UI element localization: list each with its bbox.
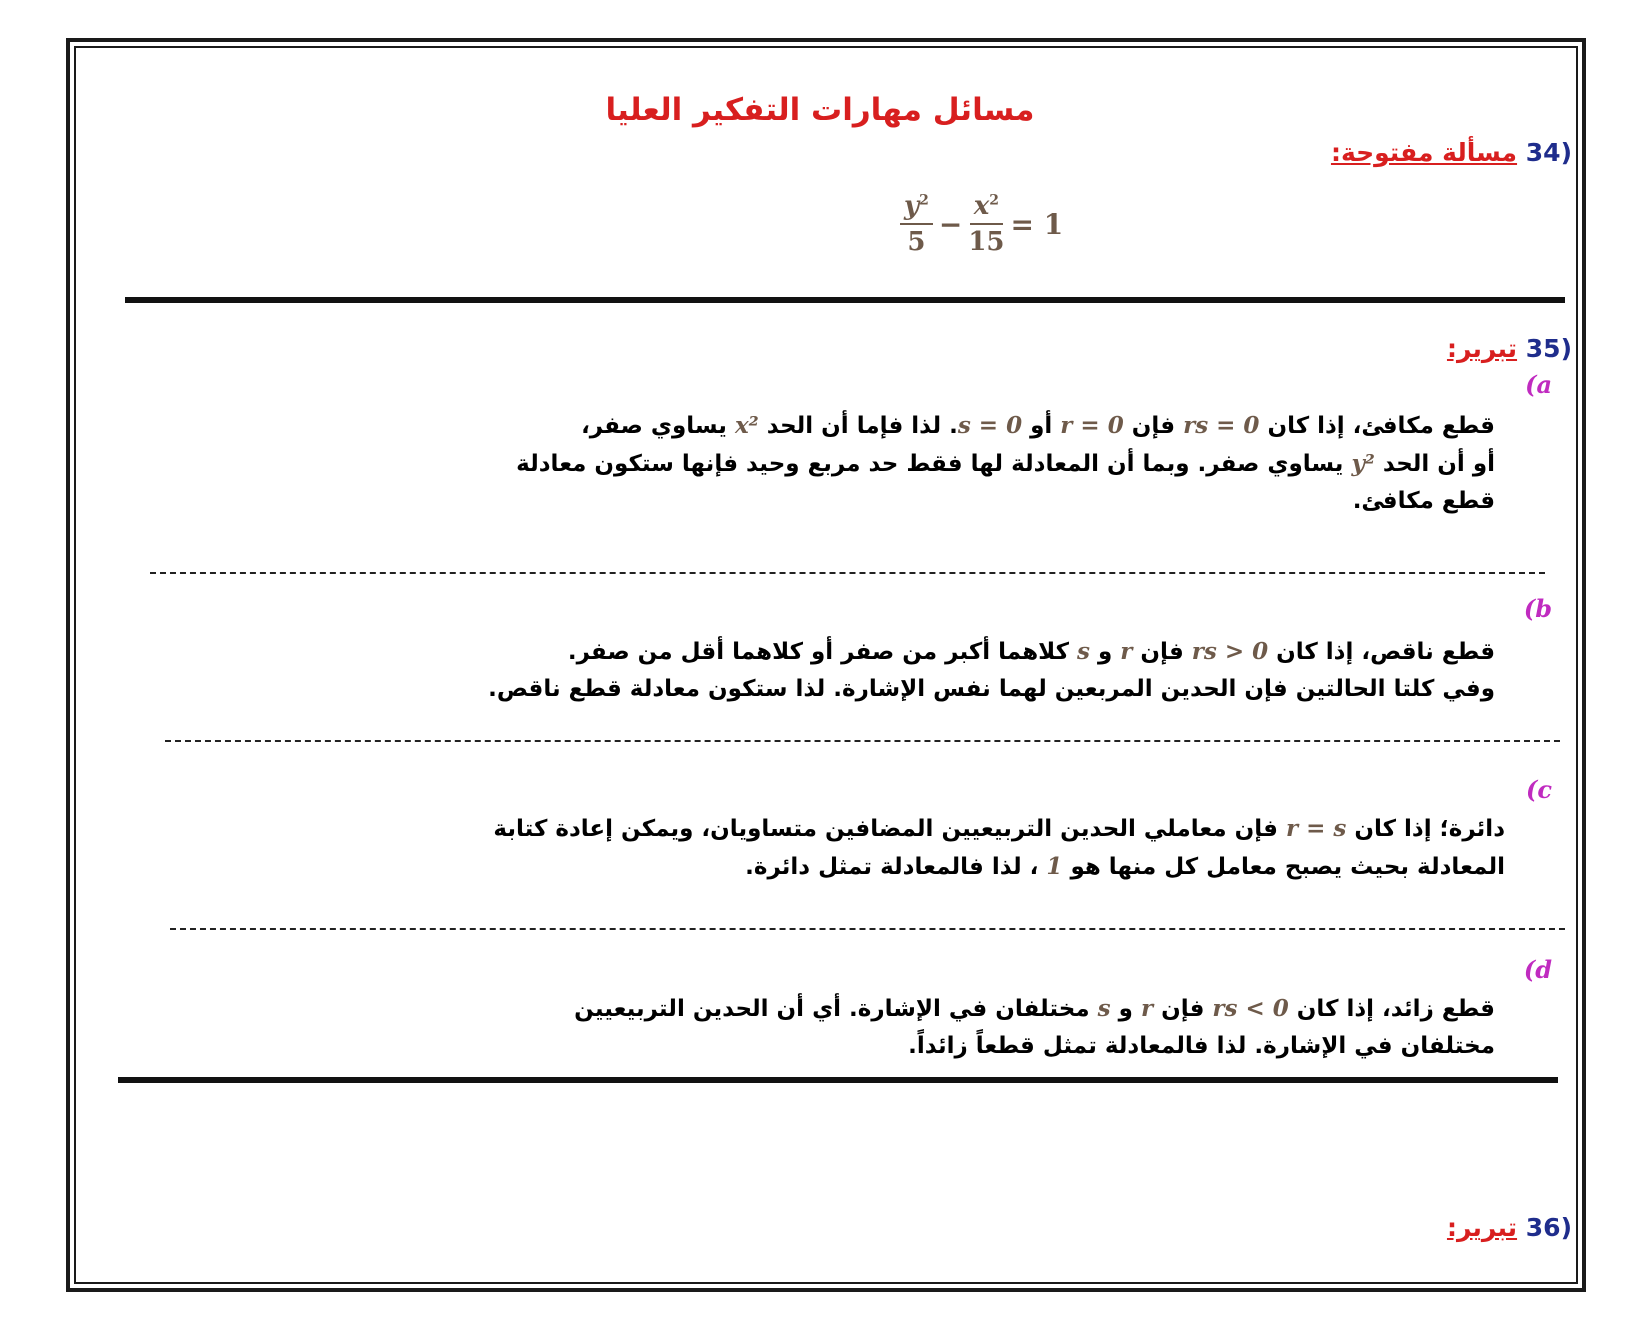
eq-var-x: x <box>973 191 990 221</box>
math-s-eq-0: s = 0 <box>957 412 1023 439</box>
part-b-line-2: وفي كلتا الحالتين فإن الحدين المربعين لهما نفس الإشارة. لذا ستكون معادلة قطع ناقص. <box>488 676 1495 702</box>
math-rs-eq-0: rs = 0 <box>1183 412 1260 439</box>
part-b-label: (b <box>1523 594 1552 623</box>
math-r-eq-0: r = 0 <box>1060 412 1124 439</box>
question-34-number: (34 <box>1525 138 1572 167</box>
question-36-number: (36 <box>1525 1213 1572 1242</box>
eq-den-15: 15 <box>968 227 1005 257</box>
part-c-text <box>105 810 1505 886</box>
math-r: r <box>1120 638 1133 665</box>
hyperbola-equation <box>900 184 1069 264</box>
part-d-line-1: قطع زائد، إذا كان rs < 0 فإن r و s مختلفان في الإشارة. أي أن الحدين التربيعيين <box>574 995 1495 1022</box>
part-a-text <box>150 407 1495 520</box>
eq-exp-x: 2 <box>989 192 1000 209</box>
dashed-divider-c <box>170 928 1565 930</box>
eq-equals-one: = 1 <box>1010 207 1064 241</box>
dashed-divider-b <box>165 740 1560 742</box>
part-a-line-3: قطع مكافئ. <box>1352 488 1495 514</box>
part-d-line-2: مختلفان في الإشارة. لذا فالمعادلة تمثل قطعاً زائداً. <box>908 1033 1495 1059</box>
math-rs-lt-0: rs < 0 <box>1212 995 1289 1022</box>
math-rs-gt-0: rs > 0 <box>1191 638 1269 665</box>
eq-exp-y: 2 <box>919 192 929 209</box>
math-r: r <box>1140 995 1154 1022</box>
question-34-header <box>1331 138 1572 167</box>
math-x-squared: x² <box>734 412 759 439</box>
part-b-line-1: قطع ناقص، إذا كان rs > 0 فإن r و s كلاهما أكبر من صفر أو كلاهما أقل من صفر. <box>567 638 1495 665</box>
part-a-line-2: أو أن الحد y² يساوي صفر. وبما أن المعادلة لها فقط حد مربع وحيد فإنها ستكون معادلة <box>516 450 1495 477</box>
dashed-divider-a <box>150 572 1545 574</box>
part-b-text <box>165 633 1495 708</box>
part-d-label: (d <box>1523 955 1552 984</box>
math-one: 1 <box>1046 853 1063 880</box>
math-y-squared: y² <box>1351 450 1375 477</box>
question-36-header <box>1447 1213 1572 1242</box>
part-c-label: (c <box>1526 775 1552 804</box>
question-35-header <box>1447 334 1572 363</box>
part-c-line-1: دائرة؛ إذا كان r = s فإن معاملي الحدين التربيعيين المضافين متساويان، ويمكن إعادة كتابة <box>493 815 1505 842</box>
part-a-line-1: قطع مكافئ، إذا كان rs = 0 فإن r = 0 أو s = 0. لذا فإما أن الحد x² يساوي صفر، <box>581 412 1495 439</box>
math-s: s <box>1077 638 1090 665</box>
section-divider-2 <box>118 1077 1558 1083</box>
question-35-number: (35 <box>1525 334 1572 363</box>
section-divider <box>125 297 1565 303</box>
eq-var-y: y <box>904 191 920 221</box>
math-r-eq-s: r = s <box>1285 815 1347 842</box>
fraction-x2-over-15 <box>968 191 1004 257</box>
question-34-label: مسألة مفتوحة: <box>1330 138 1518 167</box>
part-a-label: (a <box>1525 370 1552 399</box>
question-36-label: تبرير: <box>1446 1213 1518 1242</box>
page-title: مسائل مهارات التفكير العليا <box>605 92 1035 128</box>
eq-den-5: 5 <box>907 227 926 257</box>
part-d-text <box>195 990 1495 1065</box>
question-35-label: تبرير: <box>1446 334 1518 363</box>
eq-minus: − <box>938 207 963 241</box>
math-s: s <box>1097 995 1111 1022</box>
part-c-line-2: المعادلة بحيث يصبح معامل كل منها هو 1 ، لذا فالمعادلة تمثل دائرة. <box>745 853 1505 880</box>
fraction-y2-over-5 <box>900 191 933 257</box>
